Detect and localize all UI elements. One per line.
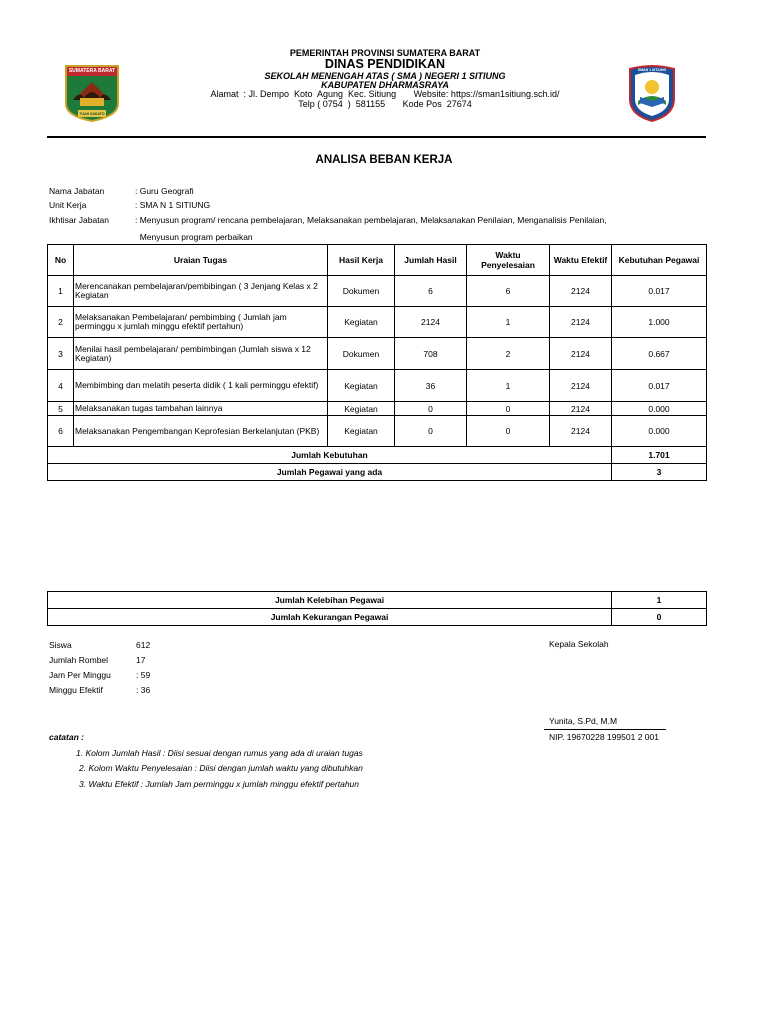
shortage-staff-label: Jumlah Kekurangan Pegawai xyxy=(48,609,612,626)
stat-label: Jam Per Minggu xyxy=(49,670,111,680)
stat-value: 612 xyxy=(136,640,151,650)
cell-output: Kegiatan xyxy=(328,402,395,416)
stat-row xyxy=(49,638,249,653)
cell-staff-need: 0.000 xyxy=(612,402,707,416)
cell-staff-need: 1.000 xyxy=(612,307,707,338)
info-value: : SMA N 1 SITIUNG xyxy=(135,200,211,210)
info-row xyxy=(49,185,649,198)
column-header: No xyxy=(48,245,74,276)
notes-heading: catatan : xyxy=(49,732,84,742)
cell-staff-need: 0.017 xyxy=(612,276,707,307)
cell-completion-time: 2 xyxy=(467,338,550,370)
column-header: Uraian Tugas xyxy=(74,245,328,276)
stat-label: Minggu Efektif xyxy=(49,685,103,695)
excess-staff-row xyxy=(48,592,707,609)
cell-no: 4 xyxy=(48,370,74,402)
letterhead-regency: KABUPATEN DHARMASRAYA xyxy=(321,80,449,90)
total-need-row xyxy=(48,447,707,464)
column-header: Waktu Penyelesaian xyxy=(467,245,550,276)
school-logo-text: SMAN 1 SITIUNG xyxy=(637,68,667,72)
info-value: : Menyusun program/ rencana pembelajaran, Melaksanakan pembelajaran, Melaksanakan Penilaian, Menganalisis Penilaian, xyxy=(135,215,607,225)
table-header-row xyxy=(48,245,707,276)
note-item: 3. Waktu Efektif : Jumlah Jam perminggu x jumlah minggu efektif pertahun xyxy=(79,778,360,789)
cell-output-count: 0 xyxy=(395,402,467,416)
signatory-nip: NIP. 19670228 199501 2 001 xyxy=(549,732,659,742)
cell-task: Membimbing dan melatih peserta didik ( 1 kali perminggu efektif) xyxy=(74,370,328,402)
stat-value: : 36 xyxy=(136,685,151,695)
info-row xyxy=(49,231,649,244)
document-title: ANALISA BEBAN KERJA xyxy=(315,154,453,166)
cell-staff-need: 0.000 xyxy=(612,416,707,447)
cell-task: Merencanakan pembelajaran/pembibingan ( 3 Jenjang Kelas x 2 Kegiatan xyxy=(74,276,328,307)
existing-staff-row xyxy=(48,464,707,481)
stat-label: Siswa xyxy=(49,640,72,650)
total-need-label: Jumlah Kebutuhan xyxy=(48,447,612,464)
signature-line xyxy=(544,729,666,730)
cell-no: 5 xyxy=(48,402,74,416)
letterhead-agency: DINAS PENDIDIKAN xyxy=(324,57,446,72)
cell-output-count: 2124 xyxy=(395,307,467,338)
table-row xyxy=(48,416,707,447)
cell-effective-time: 2124 xyxy=(550,276,612,307)
cell-no: 6 xyxy=(48,416,74,447)
cell-effective-time: 2124 xyxy=(550,338,612,370)
column-header: Jumlah Hasil xyxy=(395,245,467,276)
total-need-value: 1.701 xyxy=(612,447,707,464)
cell-output: Kegiatan xyxy=(328,370,395,402)
school-logo xyxy=(626,63,678,123)
info-row xyxy=(49,199,649,212)
note-item: 2. Kolom Waktu Penyelesaian : Diisi dengan jumlah waktu yang dibutuhkan xyxy=(79,763,363,773)
column-header: Kebutuhan Pegawai xyxy=(612,245,707,276)
stat-row xyxy=(49,653,249,668)
excess-staff-value: 1 xyxy=(612,592,707,609)
cell-output-count: 708 xyxy=(395,338,467,370)
cell-effective-time: 2124 xyxy=(550,307,612,338)
existing-staff-label: Jumlah Pegawai yang ada xyxy=(48,464,612,481)
table-row xyxy=(48,338,707,370)
shortage-staff-value: 0 xyxy=(612,609,707,626)
letterhead xyxy=(150,49,620,109)
existing-staff-value: 3 xyxy=(612,464,707,481)
cell-staff-need: 0.017 xyxy=(612,370,707,402)
column-header: Waktu Efektif xyxy=(550,245,612,276)
cell-output-count: 0 xyxy=(395,416,467,447)
cell-completion-time: 0 xyxy=(467,402,550,416)
info-value: Menyusun program perbaikan xyxy=(135,232,253,242)
stat-label: Jumlah Rombel xyxy=(49,655,109,665)
province-logo-text: SUMATERA BARAT xyxy=(68,68,116,74)
table-row xyxy=(48,307,707,338)
school-stats xyxy=(49,638,249,698)
cell-completion-time: 1 xyxy=(467,307,550,338)
stat-value: 17 xyxy=(136,655,146,665)
excess-staff-label: Jumlah Kelebihan Pegawai xyxy=(48,592,612,609)
cell-output-count: 6 xyxy=(395,276,467,307)
cell-task: Melaksanakan tugas tambahan lainnya xyxy=(74,402,328,416)
cell-no: 2 xyxy=(48,307,74,338)
cell-output-count: 36 xyxy=(395,370,467,402)
cell-completion-time: 0 xyxy=(467,416,550,447)
cell-output: Kegiatan xyxy=(328,307,395,338)
shortage-staff-row xyxy=(48,609,707,626)
signatory-name: Yunita, S.Pd, M.M xyxy=(549,716,618,726)
letterhead-government: PEMERINTAH PROVINSI SUMATERA BARAT xyxy=(289,48,481,58)
letterhead-divider xyxy=(47,136,706,138)
cell-staff-need: 0.667 xyxy=(612,338,707,370)
stat-row xyxy=(49,683,249,698)
cell-task: Melaksanakan Pengembangan Keprofesian Berkelanjutan (PKB) xyxy=(74,416,328,447)
column-header: Hasil Kerja xyxy=(328,245,395,276)
info-row xyxy=(49,214,649,227)
cell-output: Dokumen xyxy=(328,276,395,307)
cell-no: 3 xyxy=(48,338,74,370)
info-label: Ikhtisar Jabatan xyxy=(49,215,110,225)
cell-task: Melaksanakan Pembelajaran/ pembimbing ( Jumlah jam perminggu x jumlah minggu efektif pertahun) xyxy=(74,307,328,338)
stat-value: : 59 xyxy=(136,670,151,680)
note-item: 1. Kolom Jumlah Hasil : Diisi sesuai dengan rumus yang ada di uraian tugas xyxy=(76,747,363,758)
info-label: Unit Kerja xyxy=(49,200,87,210)
cell-effective-time: 2124 xyxy=(550,402,612,416)
letterhead-school: SEKOLAH MENENGAH ATAS ( SMA ) NEGERI 1 SITIUNG xyxy=(264,70,506,81)
workload-table xyxy=(47,244,707,481)
province-logo-motto: TUAH SAKATO xyxy=(79,112,105,116)
cell-no: 1 xyxy=(48,276,74,307)
signatory-role: Kepala Sekolah xyxy=(549,639,609,649)
table-row xyxy=(48,276,707,307)
cell-completion-time: 1 xyxy=(467,370,550,402)
cell-effective-time: 2124 xyxy=(550,416,612,447)
cell-output: Kegiatan xyxy=(328,416,395,447)
stat-row xyxy=(49,668,249,683)
cell-completion-time: 6 xyxy=(467,276,550,307)
letterhead-contact: Telp ( 0754 ) 581155 Kode Pos 27674 xyxy=(298,98,472,109)
notes xyxy=(49,730,363,792)
table-row xyxy=(48,370,707,402)
cell-task: Menilai hasil pembelajaran/ pembimbingan (Jumlah siswa x 12 Kegiatan) xyxy=(74,338,328,370)
position-info xyxy=(49,185,649,241)
staff-balance-table xyxy=(47,591,707,626)
letterhead-address: Alamat : Jl. Dempo Koto Agung Kec. Sitiung Website: https://sman1sitiung.sch.id/ xyxy=(210,89,560,100)
province-logo xyxy=(64,64,120,122)
cell-output: Dokumen xyxy=(328,338,395,370)
info-value: : Guru Geografi xyxy=(135,186,194,196)
info-label: Nama Jabatan xyxy=(49,186,105,196)
table-row xyxy=(48,402,707,416)
cell-effective-time: 2124 xyxy=(550,370,612,402)
